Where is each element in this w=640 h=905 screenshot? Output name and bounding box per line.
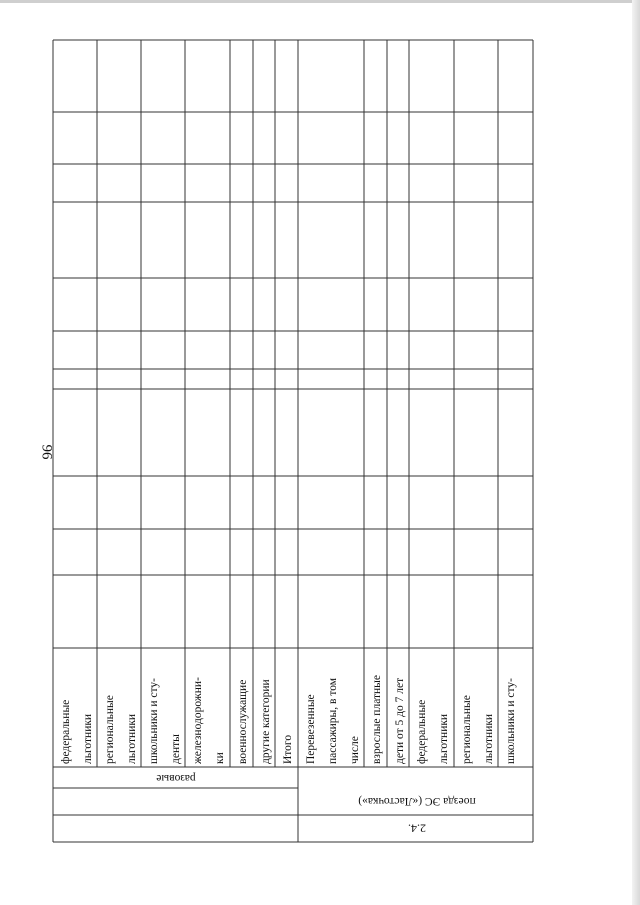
row-label-line: льготники [82,713,94,764]
row-label-line: денты [170,734,182,764]
row-label-line: льготники [438,713,450,764]
row-label-regional-1 [99,695,143,764]
row-label-regional-2 [456,695,500,764]
row-label-line: взрослые платные [371,674,383,764]
row-label-railway-1 [187,677,231,764]
row-label-line: льготники [483,713,495,764]
row-label-total-1 [277,735,299,764]
row-label-carried-2 [300,678,366,764]
row-label-children-2 [389,678,411,764]
row-label-line: школьники и сту- [148,678,160,764]
row-label-federal-1 [55,700,99,764]
row-label-line: федеральные [60,699,72,764]
row-label-line: школьники и сту- [505,678,517,764]
row-label-other-1 [255,679,277,764]
row-label-line: дети от 5 до 7 лет [394,677,406,764]
row-label-line: Итого [282,734,294,764]
page-number: 96 [38,444,55,460]
row-label-line: пассажиры, в том [327,677,339,764]
row-label-line: другие категории [260,679,272,764]
row-label-line: федеральные [416,699,428,764]
row-label-students-2 [500,678,522,764]
row-label-military-1 [232,680,254,764]
trip-type-label: разовые [156,772,196,784]
row-label-line: региональные [461,695,473,764]
row-label-students-1 [143,678,187,764]
row-label-line: региональные [104,695,116,764]
train-label: поезда ЭС («Ласточка») [358,795,476,807]
row-number: 2.4. [408,821,426,836]
row-label-line: числе [349,736,361,764]
row-label-line: военнослужащие [237,679,249,764]
row-label-adults-2 [366,675,388,764]
row-label-line: ки [214,752,226,764]
row-label-line: льготники [126,713,138,764]
row-label-federal-2 [411,700,455,764]
row-label-line: Перевезенные [305,694,317,764]
row-label-line: железнодорожни- [192,677,204,764]
